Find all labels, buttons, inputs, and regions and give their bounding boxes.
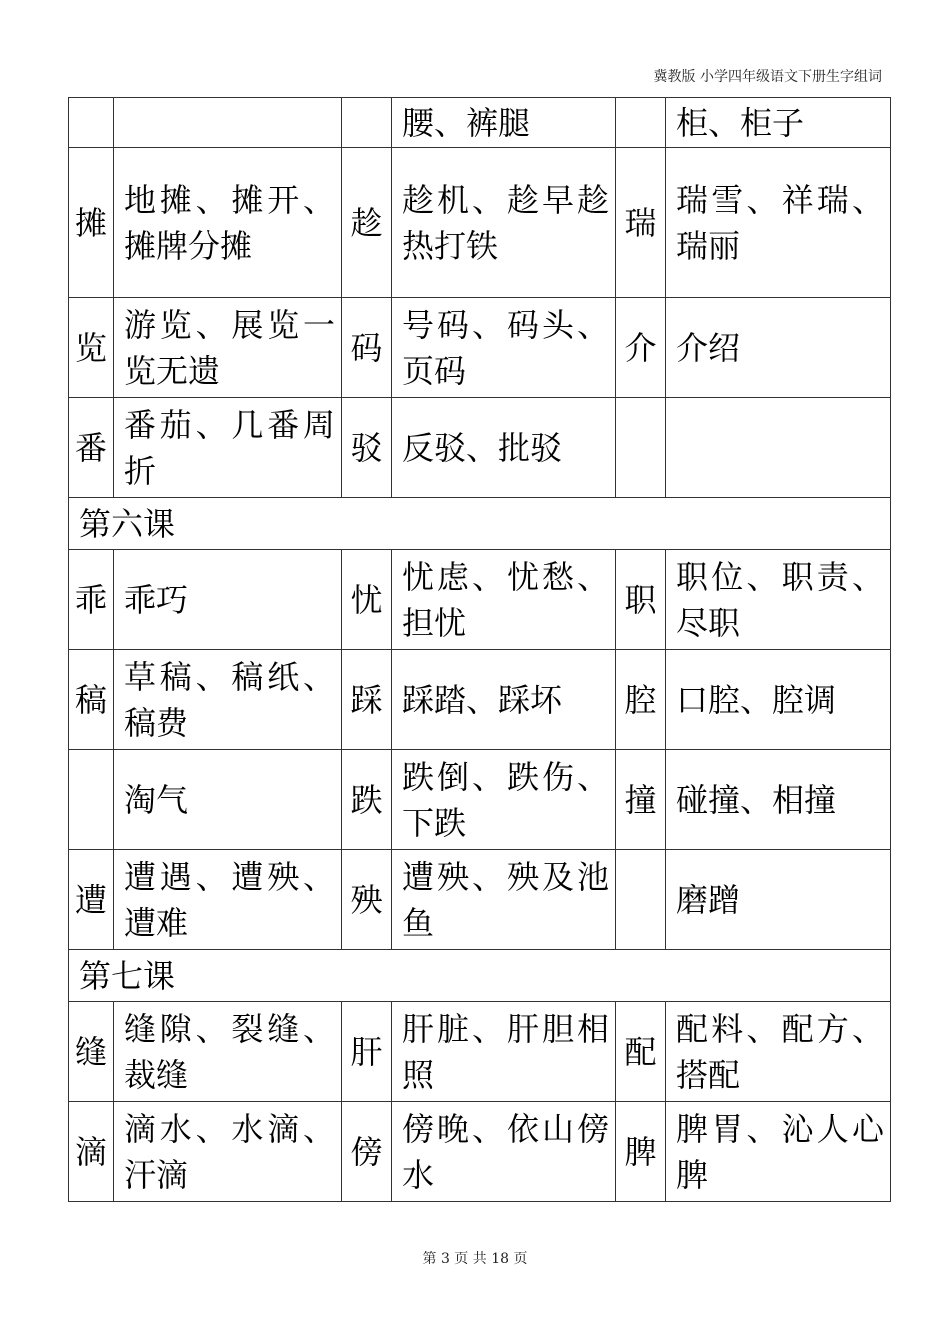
words-cell: 柜、柜子 — [666, 98, 891, 148]
words-cell: 介绍 — [666, 298, 891, 398]
lesson-heading-row — [69, 950, 891, 1002]
table-row — [69, 1102, 891, 1202]
character-cell: 遭 — [69, 850, 114, 950]
character-cell: 驳 — [342, 398, 392, 498]
character-cell: 忧 — [342, 550, 392, 650]
words-cell: 腰、裤腿 — [392, 98, 616, 148]
words-cell: 碰撞、相撞 — [666, 750, 891, 850]
words-cell: 地摊、摊开、摊牌分摊 — [114, 148, 342, 298]
character-cell: 殃 — [342, 850, 392, 950]
words-cell: 踩踏、踩坏 — [392, 650, 616, 750]
character-cell: 乖 — [69, 550, 114, 650]
character-cell: 跌 — [342, 750, 392, 850]
words-cell: 瑞雪、祥瑞、瑞丽 — [666, 148, 891, 298]
words-cell: 乖巧 — [114, 550, 342, 650]
table-row — [69, 148, 891, 298]
character-cell — [616, 850, 666, 950]
table-row — [69, 850, 891, 950]
character-cell: 傍 — [342, 1102, 392, 1202]
character-cell — [342, 98, 392, 148]
lesson-title: 第六课 — [69, 498, 891, 550]
page-number: 第 3 页 共 18 页 — [422, 1251, 528, 1267]
character-cell — [616, 398, 666, 498]
character-cell — [69, 750, 114, 850]
character-cell: 踩 — [342, 650, 392, 750]
character-cell: 滴 — [69, 1102, 114, 1202]
table-row — [69, 1002, 891, 1102]
character-cell — [616, 98, 666, 148]
character-cell: 码 — [342, 298, 392, 398]
table-row — [69, 298, 891, 398]
character-cell: 番 — [69, 398, 114, 498]
words-cell: 傍晚、依山傍水 — [392, 1102, 616, 1202]
document-header: 冀教版 小学四年级语文下册生字组词 — [653, 69, 882, 85]
lesson-title: 第七课 — [69, 950, 891, 1002]
table-row — [69, 650, 891, 750]
character-cell — [69, 98, 114, 148]
words-cell: 跌倒、跌伤、下跌 — [392, 750, 616, 850]
character-cell: 瑞 — [616, 148, 666, 298]
character-cell: 览 — [69, 298, 114, 398]
character-cell: 撞 — [616, 750, 666, 850]
table-row — [69, 750, 891, 850]
table-row — [69, 98, 891, 148]
character-cell: 介 — [616, 298, 666, 398]
words-cell: 遭遇、遭殃、遭难 — [114, 850, 342, 950]
words-cell: 职位、职责、尽职 — [666, 550, 891, 650]
words-cell: 趁机、趁早趁热打铁 — [392, 148, 616, 298]
words-cell: 遭殃、殃及池鱼 — [392, 850, 616, 950]
table-row — [69, 398, 891, 498]
character-cell: 趁 — [342, 148, 392, 298]
character-cell: 职 — [616, 550, 666, 650]
words-cell: 口腔、腔调 — [666, 650, 891, 750]
words-cell: 配料、配方、搭配 — [666, 1002, 891, 1102]
words-cell: 号码、码头、页码 — [392, 298, 616, 398]
words-cell: 滴水、水滴、汗滴 — [114, 1102, 342, 1202]
words-cell: 游览、展览一览无遗 — [114, 298, 342, 398]
words-cell: 脾胃、沁人心脾 — [666, 1102, 891, 1202]
words-cell: 淘气 — [114, 750, 342, 850]
words-cell: 草稿、稿纸、稿费 — [114, 650, 342, 750]
character-cell: 脾 — [616, 1102, 666, 1202]
character-cell: 摊 — [69, 148, 114, 298]
character-cell: 腔 — [616, 650, 666, 750]
table-row — [69, 550, 891, 650]
words-cell: 磨蹭 — [666, 850, 891, 950]
words-cell: 缝隙、裂缝、裁缝 — [114, 1002, 342, 1102]
words-cell — [114, 98, 342, 148]
character-cell: 肝 — [342, 1002, 392, 1102]
character-cell: 配 — [616, 1002, 666, 1102]
character-cell: 缝 — [69, 1002, 114, 1102]
lesson-heading-row — [69, 498, 891, 550]
words-cell: 反驳、批驳 — [392, 398, 616, 498]
words-cell: 番茄、几番周折 — [114, 398, 342, 498]
words-cell: 肝脏、肝胆相照 — [392, 1002, 616, 1102]
word-table — [68, 97, 891, 1202]
words-cell: 忧虑、忧愁、担忧 — [392, 550, 616, 650]
words-cell — [666, 398, 891, 498]
character-cell: 稿 — [69, 650, 114, 750]
